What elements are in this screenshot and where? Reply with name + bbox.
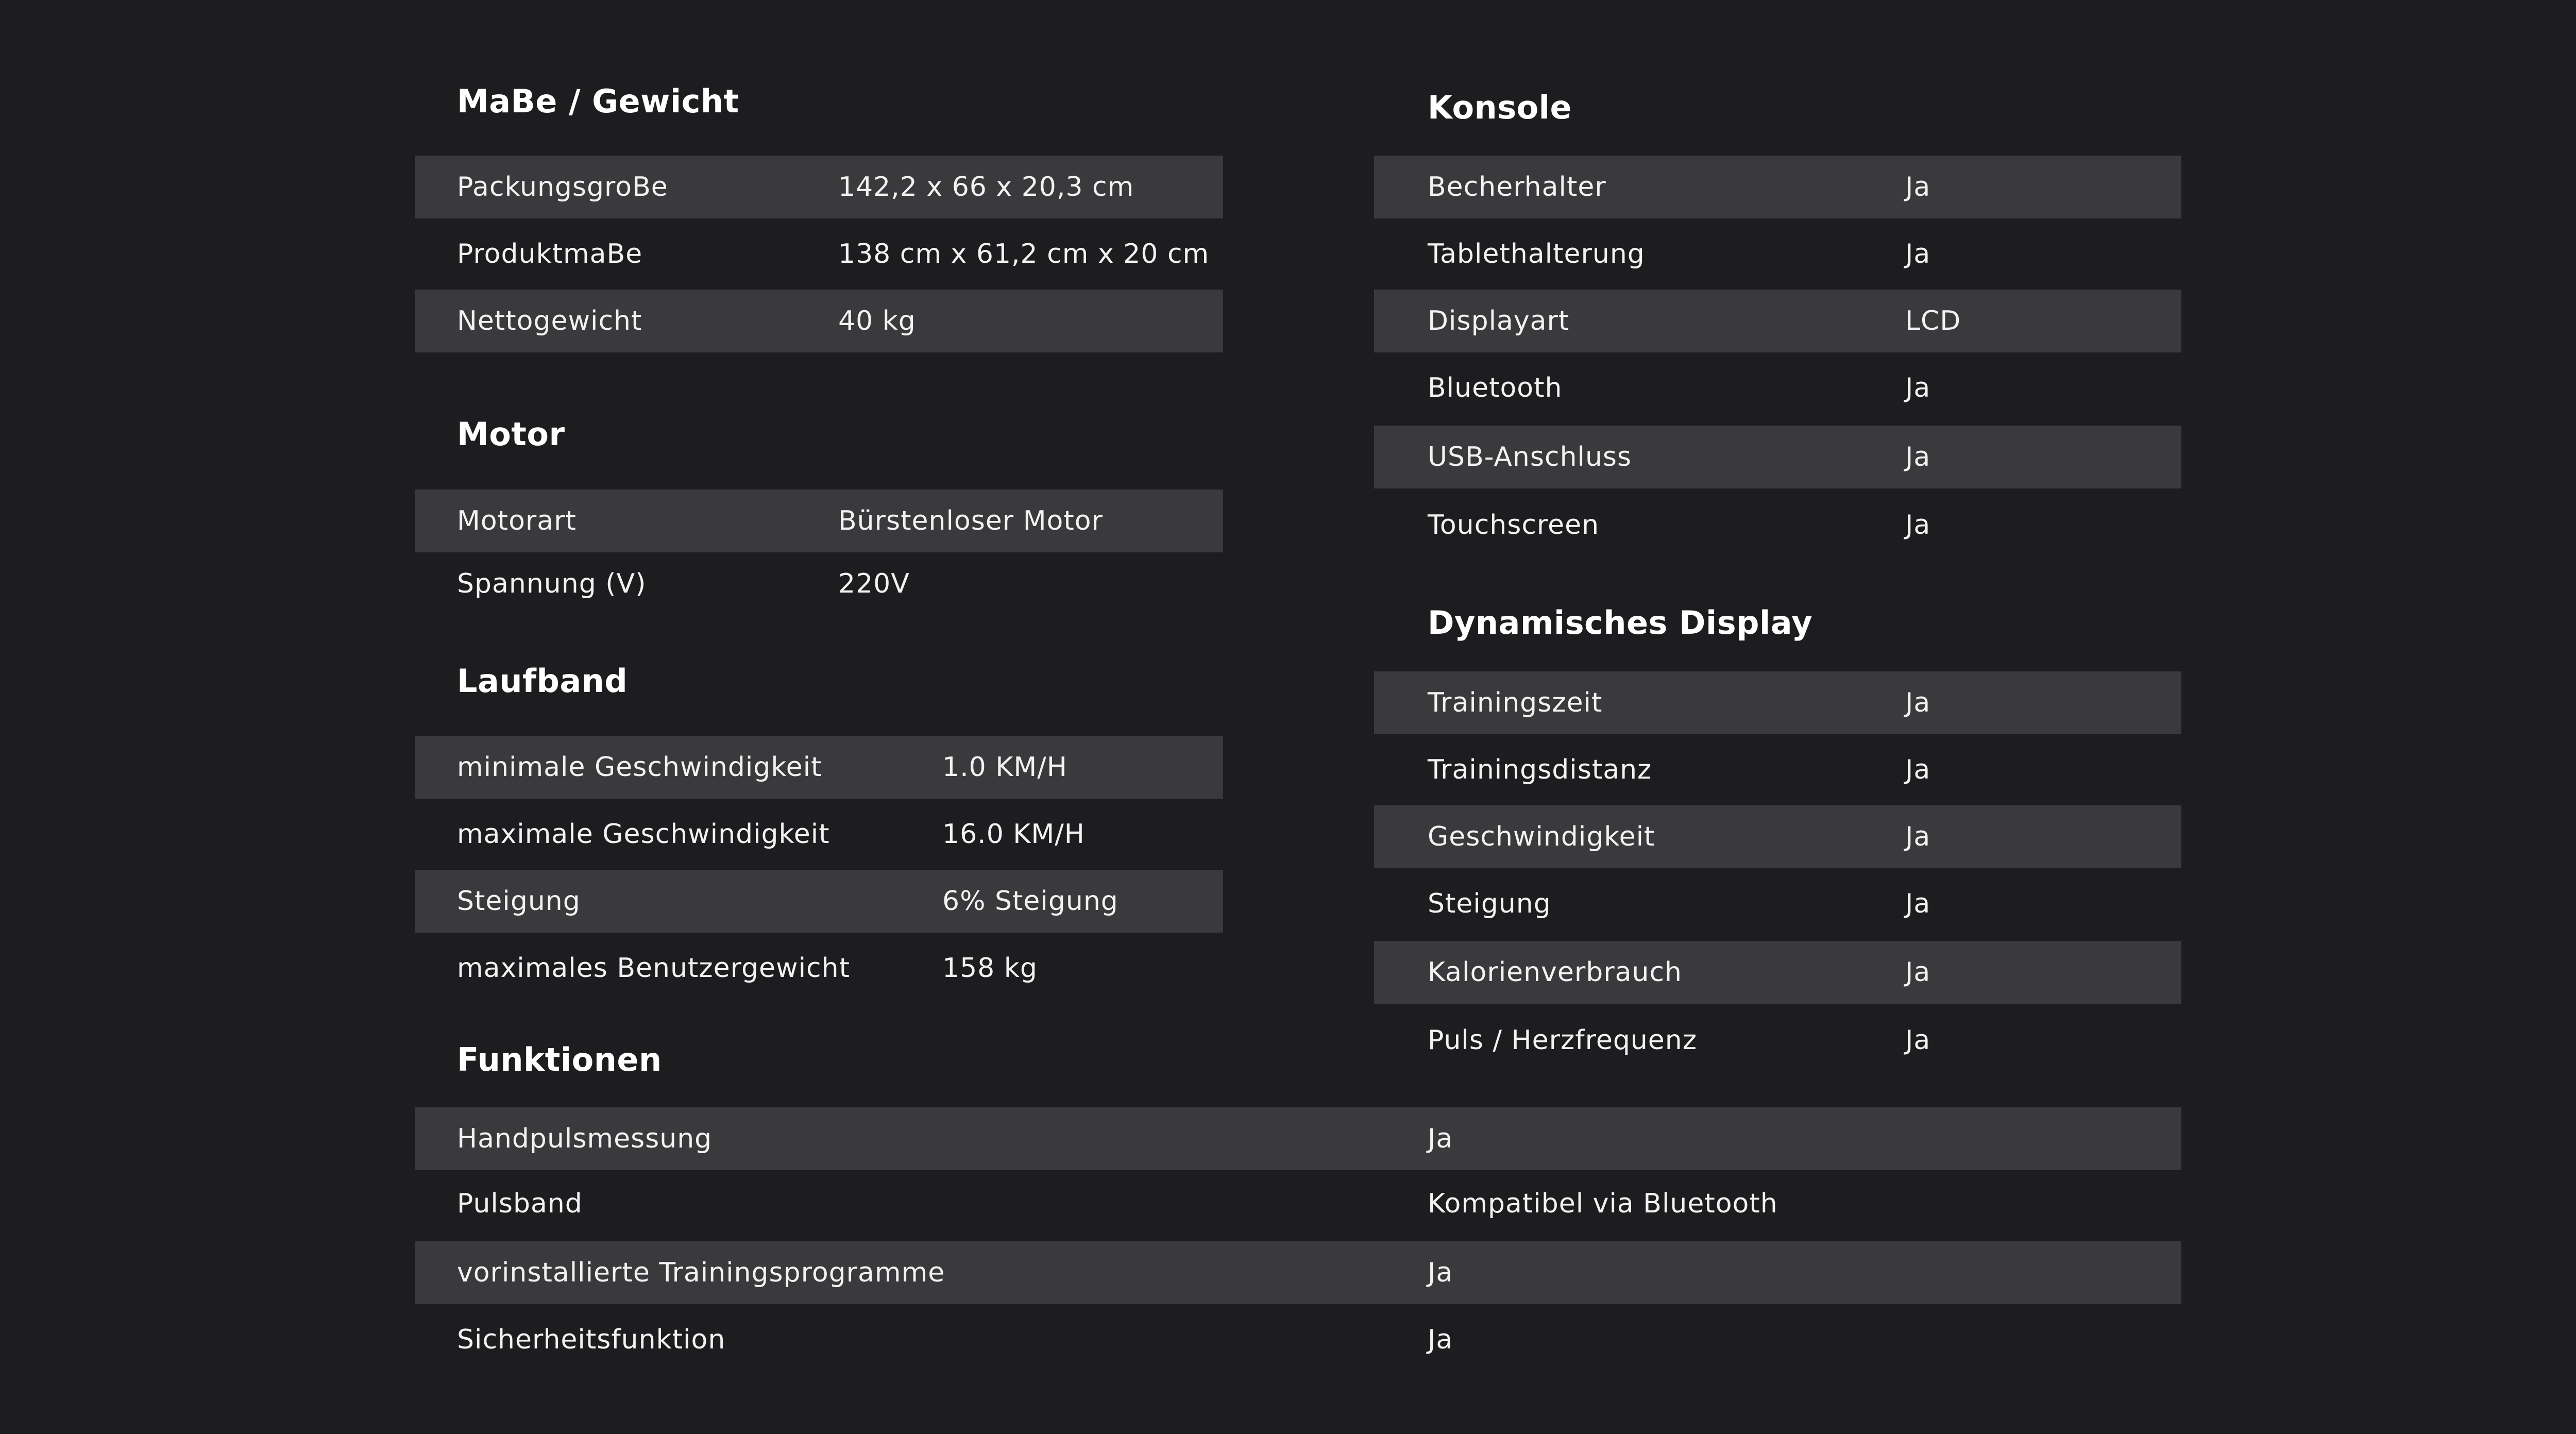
spec-label: maximale Geschwindigkeit: [457, 819, 830, 850]
spec-value: Ja: [1428, 1123, 1453, 1154]
spec-value: Ja: [1905, 172, 1931, 203]
spec-value: Bürstenloser Motor: [838, 505, 1103, 536]
spec-row: [415, 870, 1223, 933]
spec-label: Sicherheitsfunktion: [457, 1324, 726, 1355]
spec-value: Ja: [1905, 239, 1931, 269]
spec-label: Steigung: [1428, 888, 1551, 919]
spec-value: Ja: [1905, 888, 1931, 919]
spec-row: [415, 937, 1223, 1000]
spec-label: Pulsband: [457, 1188, 583, 1219]
spec-value: Kompatibel via Bluetooth: [1428, 1188, 1778, 1219]
spec-label: Trainingszeit: [1428, 687, 1603, 718]
spec-label: Trainingsdistanz: [1428, 754, 1652, 785]
spec-label: Displayart: [1428, 306, 1570, 336]
spec-value: Ja: [1905, 510, 1931, 541]
spec-value: 158 kg: [942, 953, 1038, 984]
spec-row: [415, 1172, 2181, 1235]
spec-label: ProduktmaBe: [457, 239, 643, 269]
spec-value: Ja: [1905, 687, 1931, 718]
spec-value: 40 kg: [838, 306, 916, 336]
section-title-funktionen: Funktionen: [457, 1041, 662, 1078]
spec-label: Tablethalterung: [1428, 239, 1645, 269]
spec-row: [1374, 156, 2181, 218]
spec-row: [415, 803, 1223, 866]
spec-value: Ja: [1905, 1025, 1931, 1056]
spec-row: [1374, 1009, 2181, 1072]
spec-label: maximales Benutzergewicht: [457, 953, 850, 984]
spec-label: Nettogewicht: [457, 306, 642, 336]
section-title-masse: MaBe / Gewicht: [457, 82, 739, 120]
spec-value: Ja: [1905, 754, 1931, 785]
spec-value: 6% Steigung: [942, 886, 1118, 917]
spec-value: 220V: [838, 568, 910, 599]
spec-value: Ja: [1428, 1324, 1453, 1355]
spec-label: Steigung: [457, 886, 581, 917]
spec-row: [1374, 494, 2181, 556]
spec-label: Kalorienverbrauch: [1428, 957, 1682, 988]
spec-row: [1374, 290, 2181, 352]
spec-label: minimale Geschwindigkeit: [457, 752, 822, 783]
spec-row: [1374, 738, 2181, 801]
spec-row: [415, 1107, 2181, 1170]
spec-row: [1374, 805, 2181, 868]
spec-label: Puls / Herzfrequenz: [1428, 1025, 1698, 1056]
spec-value: Ja: [1905, 442, 1931, 473]
spec-value: Ja: [1905, 957, 1931, 988]
spec-row: [415, 490, 1223, 552]
spec-label: USB-Anschluss: [1428, 442, 1632, 473]
spec-row: [1374, 357, 2181, 419]
spec-label: Touchscreen: [1428, 510, 1600, 541]
section-title-konsole: Konsole: [1428, 89, 1572, 126]
spec-row: [1374, 872, 2181, 935]
spec-value: 142,2 x 66 x 20,3 cm: [838, 172, 1134, 203]
spec-value: 1.0 KM/H: [942, 752, 1067, 783]
spec-label: Motorart: [457, 505, 577, 536]
spec-label: Bluetooth: [1428, 373, 1563, 403]
spec-label: Handpulsmessung: [457, 1123, 713, 1154]
spec-label: Spannung (V): [457, 568, 647, 599]
spec-row: [1374, 941, 2181, 1004]
spec-value: Ja: [1905, 821, 1931, 852]
spec-row: [415, 156, 1223, 218]
spec-row: [415, 223, 1223, 285]
spec-label: Becherhalter: [1428, 172, 1606, 203]
spec-value: Ja: [1428, 1257, 1453, 1288]
spec-row: [415, 1241, 2181, 1304]
section-title-dynamisches-display: Dynamisches Display: [1428, 604, 1813, 642]
spec-row: [415, 290, 1223, 352]
spec-row: [1374, 223, 2181, 285]
spec-label: Geschwindigkeit: [1428, 821, 1655, 852]
spec-row: [415, 552, 1223, 615]
spec-row: [415, 1308, 2181, 1371]
spec-row: [415, 736, 1223, 799]
section-title-motor: Motor: [457, 415, 565, 453]
spec-value: LCD: [1905, 306, 1961, 336]
spec-value: 138 cm x 61,2 cm x 20 cm: [838, 239, 1210, 269]
section-title-laufband: Laufband: [457, 662, 628, 700]
spec-row: [1374, 426, 2181, 488]
spec-value: Ja: [1905, 373, 1931, 403]
spec-row: [1374, 671, 2181, 734]
spec-label: PackungsgroBe: [457, 172, 668, 203]
spec-value: 16.0 KM/H: [942, 819, 1085, 850]
spec-label: vorinstallierte Trainingsprogramme: [457, 1257, 945, 1288]
